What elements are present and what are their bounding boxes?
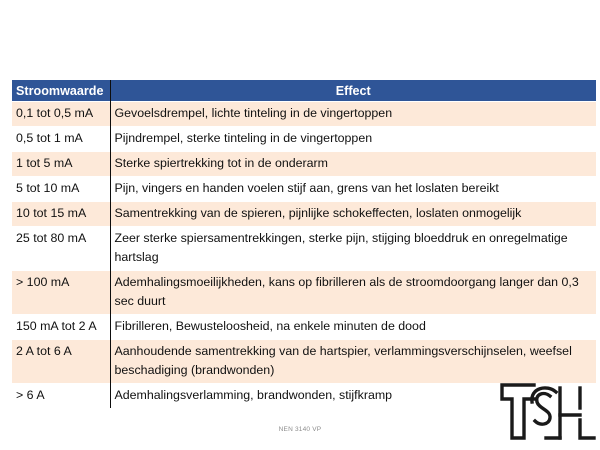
cell-stroomwaarde: 25 tot 80 mA [12,227,110,271]
cell-stroomwaarde: 10 tot 15 mA [12,202,110,227]
table-row [12,127,596,152]
table-row [12,271,596,315]
cell-stroomwaarde: 5 tot 10 mA [12,177,110,202]
cell-effect: Gevoelsdrempel, lichte tinteling in de vingertoppen [110,102,596,127]
cell-effect: Zeer sterke spiersamentrekkingen, sterke pijn, stijging bloeddruk en onregelmatige hartslag [110,227,596,271]
table-row [12,152,596,177]
cell-effect: Pijndrempel, sterke tinteling in de vingertoppen [110,127,596,152]
tsh-logo-icon [500,380,596,446]
cell-stroomwaarde: > 6 A [12,384,110,409]
cell-effect: Sterke spiertrekking tot in de onderarm [110,152,596,177]
table-row [12,177,596,202]
table-row [12,340,596,384]
table-row [12,227,596,271]
cell-stroomwaarde: 2 A tot 6 A [12,340,110,384]
cell-stroomwaarde: 0,1 tot 0,5 mA [12,102,110,127]
table-row [12,102,596,127]
table-header-row [12,80,596,102]
cell-effect: Fibrilleren, Bewusteloosheid, na enkele minuten de dood [110,315,596,340]
table-row [12,202,596,227]
cell-effect: Ademhalingsverlamming, brandwonden, stijfkramp [110,384,596,409]
cell-effect: Samentrekking van de spieren, pijnlijke schokeffecten, loslaten onmogelijk [110,202,596,227]
header-effect: Effect [110,80,596,102]
current-effects-table [12,80,596,408]
cell-stroomwaarde: 0,5 tot 1 mA [12,127,110,152]
footer-text: NEN 3140 VP [278,426,322,433]
cell-stroomwaarde: > 100 mA [12,271,110,315]
header-stroomwaarde: Stroomwaarde [12,80,110,102]
cell-effect: Aanhoudende samentrekking van de hartspier, verlammingsverschijnselen, weefsel beschadiging (brandwonden) [110,340,596,384]
cell-stroomwaarde: 1 tot 5 mA [12,152,110,177]
cell-effect: Pijn, vingers en handen voelen stijf aan, grens van het loslaten bereikt [110,177,596,202]
cell-effect: Ademhalingsmoeilijkheden, kans op fibrilleren als de stroomdoorgang langer dan 0,3 sec duurt [110,271,596,315]
cell-stroomwaarde: 150 mA tot 2 A [12,315,110,340]
table-row [12,315,596,340]
